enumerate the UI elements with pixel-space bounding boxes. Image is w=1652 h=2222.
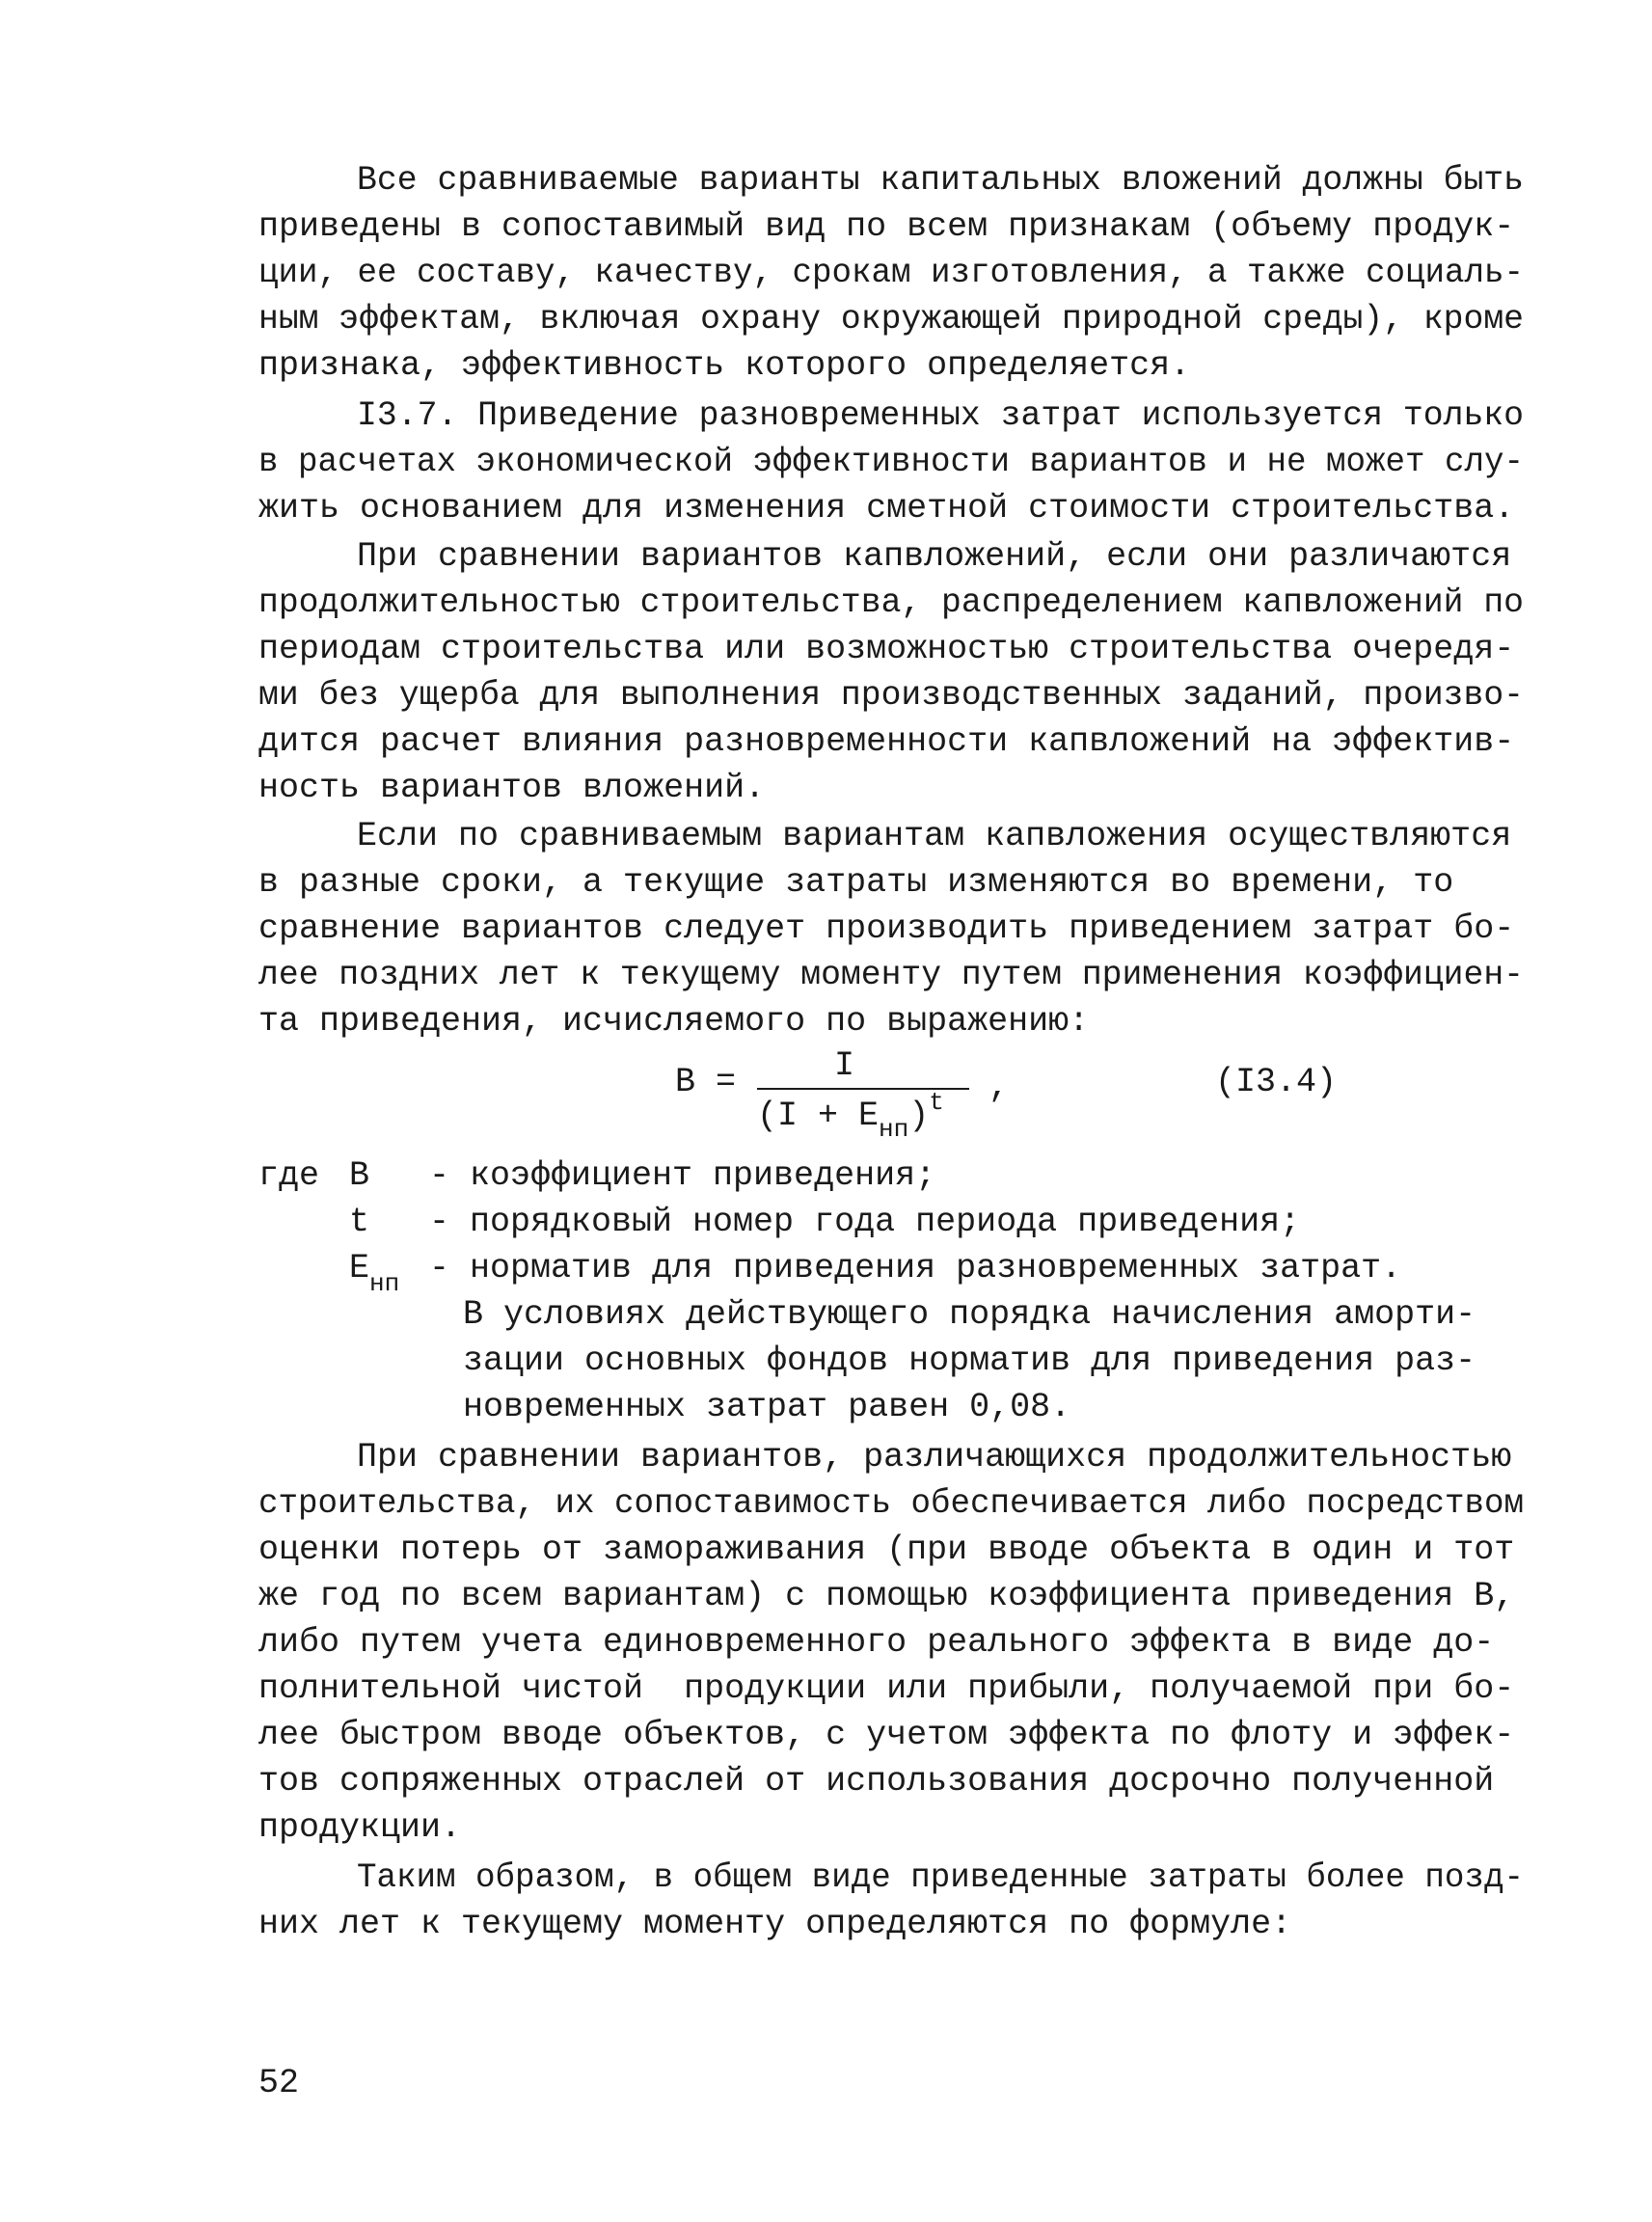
text-line: же год по всем вариантам) с помощью коэффициента приведения B, (258, 1577, 1515, 1615)
text-line: та приведения, исчисляемого по выражению: (258, 1002, 1090, 1041)
text-line: приведены в сопоставимый вид по всем признакам (объему продук- (258, 207, 1515, 246)
formula-comma: , (988, 1068, 1010, 1106)
text-line: тов сопряженных отраслей от использования досрочно полученной (258, 1762, 1495, 1801)
text-line: ным эффектам, включая охрану окружающей природной среды), кроме (258, 300, 1524, 339)
definition-symbol: $E_{нп}$ (349, 1249, 400, 1298)
text-line: I3.7. Приведение разновременных затрат используется только (357, 396, 1525, 435)
definition-text: - коэффициент приведения; (429, 1156, 936, 1195)
text-line: периодам строительства или возможностью строительства очередя- (258, 630, 1515, 668)
text-line: новременных затрат равен 0,08. (463, 1388, 1071, 1426)
text-line: ции, ее составу, качеству, срокам изготовления, а также социаль- (258, 254, 1524, 292)
formula-numerator: I (834, 1046, 855, 1085)
text-line: лее быстром вводе объектов, с учетом эффекта по флоту и эффек- (258, 1716, 1515, 1754)
text-line: Если по сравниваемым вариантам капвложения осуществляются (357, 817, 1512, 855)
text-line: ность вариантов вложений. (258, 769, 766, 807)
text-line: зации основных фондов норматив для приведения раз- (463, 1341, 1476, 1380)
text-line: При сравнении вариантов, различающихся продолжительностью (357, 1438, 1512, 1477)
formula-number: (I3.4) (1215, 1063, 1338, 1101)
text-line: полнительной чистой продукции или прибыли, получаемой при бо- (258, 1669, 1515, 1708)
text-line: признака, эффективность которого определяется. (258, 346, 1191, 385)
text-line: продукции. (258, 1808, 462, 1847)
text-line: жить основанием для изменения сметной стоимости строительства. (258, 489, 1515, 528)
text-line: Таким образом, в общем виде приведенные затраты более позд- (357, 1858, 1524, 1897)
text-line: Все сравниваемые варианты капитальных вложений должны быть (357, 161, 1525, 200)
formula-lhs: B = (675, 1063, 737, 1101)
where-label: где (258, 1156, 320, 1195)
formula-denominator: $(I + E_{нп})^t$ (757, 1088, 944, 1144)
text-line: строительства, их сопоставимость обеспечивается либо посредством (258, 1484, 1524, 1523)
definition-text: - порядковый номер года периода приведения; (429, 1203, 1301, 1241)
definition-text: - норматив для приведения разновременных затрат. (429, 1249, 1402, 1287)
text-line: сравнение вариантов следует производить приведением затрат бо- (258, 909, 1515, 948)
text-line: них лет к текущему моменту определяются по формуле: (258, 1905, 1292, 1943)
text-line: лее поздних лет к текущему моменту путем применения коэффициен- (258, 956, 1524, 994)
definition-symbol: t (349, 1203, 370, 1241)
text-line: либо путем учета единовременного реального эффекта в виде до- (258, 1623, 1495, 1662)
text-line: продолжительностью строительства, распределением капвложений по (258, 583, 1524, 622)
text-line: в расчетах экономической эффективности вариантов и не может слу- (258, 443, 1524, 481)
page-number: 52 (258, 2064, 300, 2102)
text-line: В условиях действующего порядка начисления аморти- (463, 1295, 1476, 1334)
definition-symbol: B (349, 1156, 370, 1195)
text-line: дится расчет влияния разновременности капвложений на эффектив- (258, 722, 1515, 761)
text-line: оценки потерь от замораживания (при вводе объекта в один и тот (258, 1531, 1515, 1569)
text-line: При сравнении вариантов капвложений, если они различаются (357, 537, 1512, 576)
text-line: в разные сроки, а текущие затраты изменяются во времени, то (258, 863, 1454, 902)
text-line: ми без ущерба для выполнения производственных заданий, произво- (258, 676, 1524, 715)
